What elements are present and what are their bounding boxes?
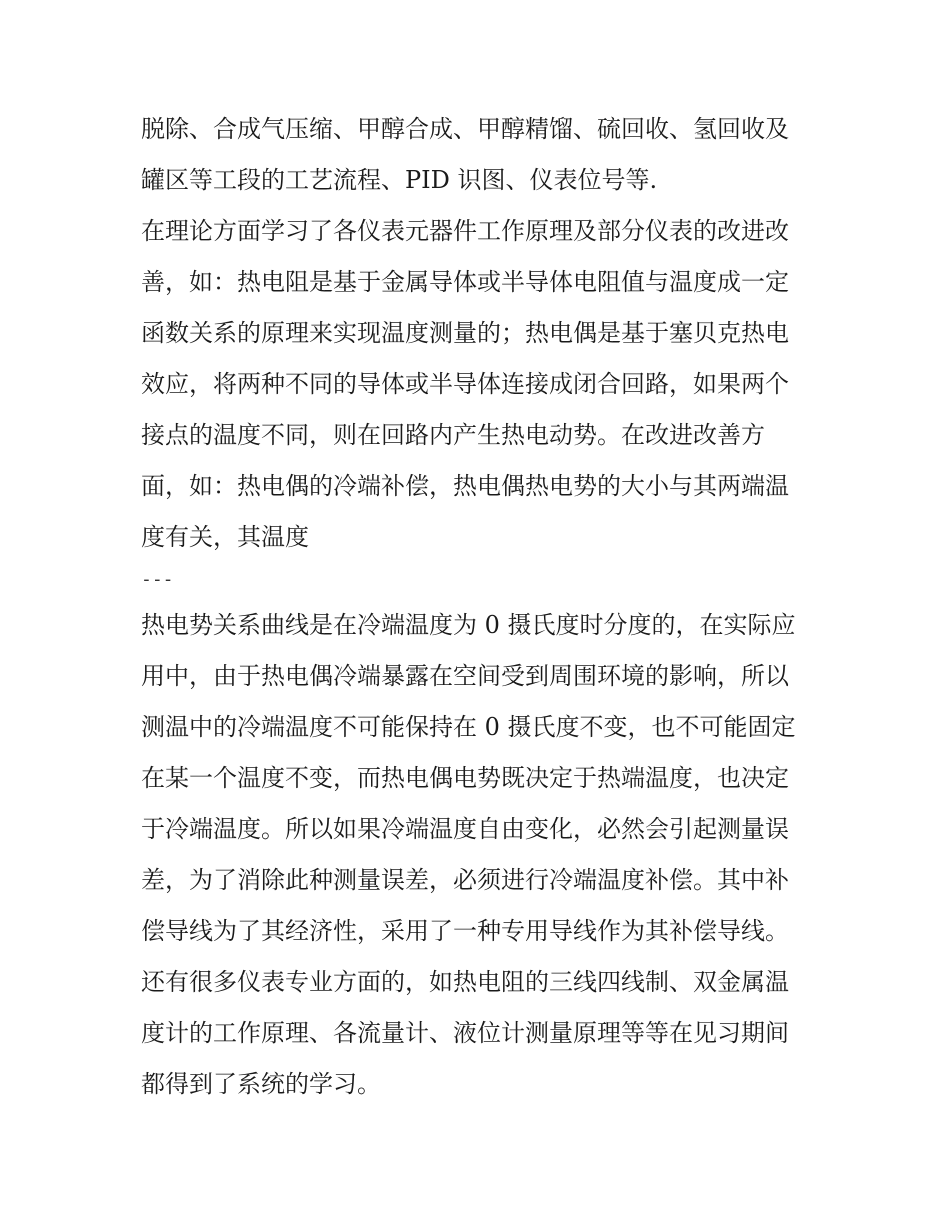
text-line: 差，为了消除此种测量误差，必须进行冷端温度补偿。其中补 xyxy=(141,866,789,894)
text-line: 善，如：热电阻是基于金属导体或半导体电阻值与温度成一定 xyxy=(141,268,789,296)
text-line: 效应，将两种不同的导体或半导体连接成闭合回路，如果两个 xyxy=(141,370,789,398)
text-line: 接点的温度不同，则在回路内产生热电动势。在改进改善方 xyxy=(141,421,765,449)
text-line: 还有很多仪表专业方面的，如热电阻的三线四线制、双金属温 xyxy=(141,968,789,996)
text-line: 热电势关系曲线是在冷端温度为 0 摄氏度时分度的，在实际应 xyxy=(141,611,796,639)
text-line: 在理论方面学习了各仪表元器件工作原理及部分仪表的改进改 xyxy=(141,217,789,245)
text-line: 函数关系的原理来实现温度测量的；热电偶是基于塞贝克热电 xyxy=(141,319,789,347)
text-section-before xyxy=(141,104,821,563)
text-line: 用中，由于热电偶冷端暴露在空间受到周围环境的影响，所以 xyxy=(141,662,789,690)
section-separator: --- xyxy=(141,569,174,590)
text-line: 度计的工作原理、各流量计、液位计测量原理等等在见习期间 xyxy=(141,1019,789,1047)
text-line: 在某一个温度不变，而热电偶电势既决定于热端温度，也决定 xyxy=(141,764,789,792)
text-line: 测温中的冷端温度不可能保持在 0 摄氏度不变，也不可能固定 xyxy=(141,713,796,741)
text-line: 面，如：热电偶的冷端补偿，热电偶热电势的大小与其两端温 xyxy=(141,472,789,500)
text-line: 偿导线为了其经济性，采用了一种专用导线作为其补偿导线。 xyxy=(141,917,789,945)
text-line: 度有关，其温度 xyxy=(141,523,309,551)
text-line: 于冷端温度。所以如果冷端温度自由变化，必然会引起测量误 xyxy=(141,815,789,843)
text-line: 都得到了系统的学习。 xyxy=(141,1070,381,1098)
text-line: 脱除、合成气压缩、甲醇合成、甲醇精馏、硫回收、氢回收及 xyxy=(141,115,789,143)
text-line: 罐区等工段的工艺流程、PID 识图、仪表位号等. xyxy=(141,166,658,194)
text-section-after xyxy=(141,600,821,1110)
